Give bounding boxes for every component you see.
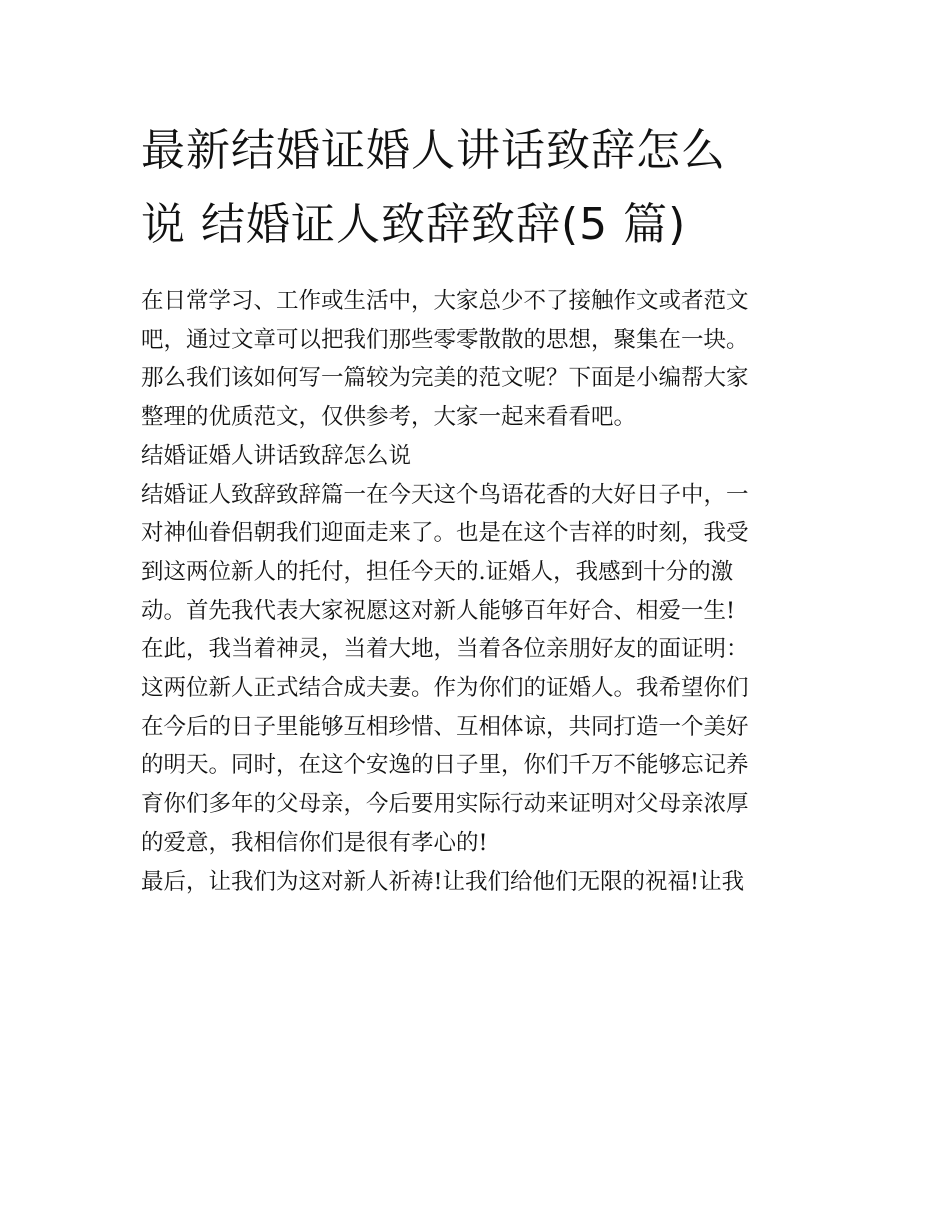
text-line: 的明天。同时，在这个安逸的日子里，你们千万不能够忘记养 [141, 752, 749, 779]
section-heading [141, 437, 821, 476]
speech-paragraph [141, 476, 821, 631]
text-line: 结婚证人致辞致辞篇一在今天这个鸟语花香的大好日子中，一 [141, 481, 749, 508]
title-line: 说 结婚证人致辞致辞(5 篇) [141, 199, 687, 250]
text-line: 结婚证婚人讲话致辞怎么说 [141, 442, 412, 469]
text-line: 这两位新人正式结合成夫妻。作为你们的证婚人。我希望你们 [141, 675, 749, 702]
text-line: 育你们多年的父母亲，今后要用实际行动来证明对父母亲浓厚 [141, 791, 749, 818]
text-line: 在此，我当着神灵，当着大地，当着各位亲朋好友的面证明： [141, 636, 749, 663]
text-line: 在今后的日子里能够互相珍惜、互相体谅，共同打造一个美好 [141, 713, 749, 740]
text-line: 动。首先我代表大家祝愿这对新人能够百年好合、相爱一生! [141, 597, 736, 624]
text-line: 的爱意，我相信你们是很有孝心的! [141, 829, 488, 856]
document-body [141, 282, 821, 901]
text-line: 最后，让我们为这对新人祈祷!让我们给他们无限的祝福!让我 [141, 868, 745, 895]
text-line: 那么我们该如何写一篇较为完美的范文呢？下面是小编帮大家 [141, 365, 749, 392]
text-line: 对神仙眷侣朝我们迎面走来了。也是在这个吉祥的时刻，我受 [141, 520, 749, 547]
title-line: 最新结婚证婚人讲话致辞怎么 [141, 125, 726, 176]
text-line: 吧，通过文章可以把我们那些零零散散的思想，聚集在一块。 [141, 326, 749, 353]
text-line: 在日常学习、工作或生活中，大家总少不了接触作文或者范文 [141, 288, 749, 314]
text-line: 整理的优质范文，仅供参考，大家一起来看看吧。 [141, 404, 637, 431]
speech-paragraph [141, 630, 821, 862]
intro-paragraph [141, 282, 821, 437]
text-line: 到这两位新人的托付，担任今天的.证婚人，我感到十分的激 [141, 558, 734, 585]
speech-paragraph [141, 863, 821, 902]
document-title [141, 114, 821, 262]
